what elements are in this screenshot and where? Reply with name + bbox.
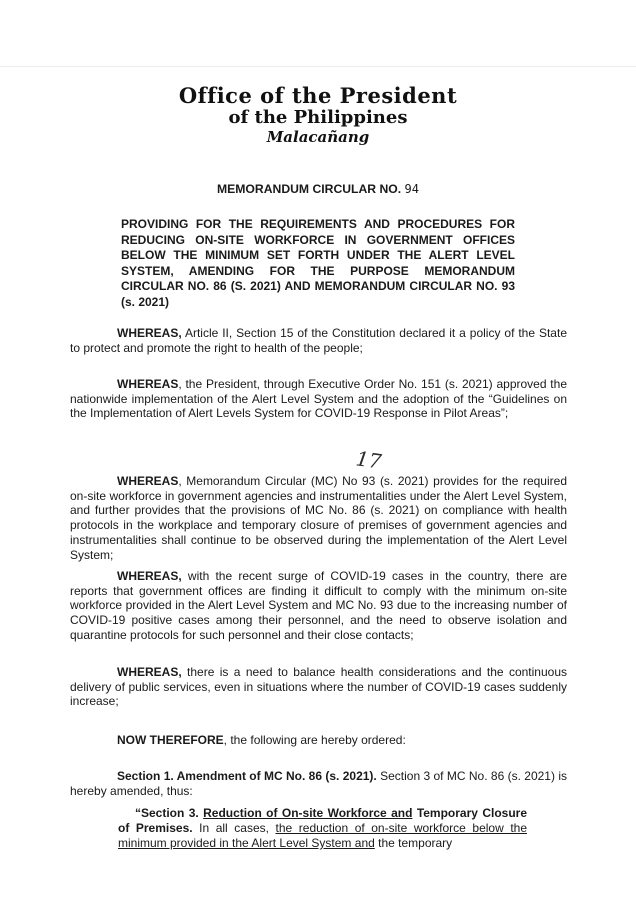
circular-title-label: MEMORANDUM CIRCULAR NO. xyxy=(217,182,402,196)
paragraph-lead: WHEREAS xyxy=(117,377,179,391)
letterhead-line-1: Office of the President xyxy=(178,83,458,108)
whereas-paragraph-1 xyxy=(70,326,567,355)
quoted-text-underlined: the reduction of on-site workforce below the minimum provided in the Alert Level System and xyxy=(118,821,528,850)
section-heading: Section 1. Amendment of MC No. 86 (s. 2021). xyxy=(117,769,377,783)
paragraph-text: Section 3 of MC No. 86 (s. 2021) is hereby amended, thus: xyxy=(70,769,567,798)
paragraph-text: with the recent surge of COVID-19 cases in the country, there are reports that government offices are finding it difficult to comply with the minimum on-site workforce provided in the Alert Level System and MC No. 93 due to the increasing number of COVID-19 positive cases among their personnel, and the need to observe isolation and quarantine protocols for such personnel and their close contacts; xyxy=(70,569,567,642)
letterhead-line-3: Malacañang xyxy=(266,128,370,146)
handwritten-mark: 17 xyxy=(354,446,383,474)
section-1-paragraph xyxy=(70,769,567,798)
quoted-section-label: “Section 3. xyxy=(135,806,199,820)
whereas-paragraph-5 xyxy=(70,665,567,709)
paragraph-text: , Memorandum Circular (MC) No 93 (s. 2021) provides for the required on-site workforce in government agencies and instrumentalities under the Alert Level System, and further provides that the provisions of MC No. 86 (s. 2021) on compliance with health protocols in the workplace and temporary closure of premises of government agencies and instrumentalities shall continue to be observed during the implementation of the Alert Level System; xyxy=(70,474,567,562)
quoted-text-rest: the temporary xyxy=(374,836,453,850)
quoted-text: In all cases, xyxy=(192,821,276,835)
paragraph-text: , the following are hereby ordered: xyxy=(223,733,406,747)
paragraph-text: Article II, Section 15 of the Constitution declared it a policy of the State to protect and promote the right to health of the people; xyxy=(70,326,567,355)
paragraph-text: there is a need to balance health considerations and the continuous delivery of public services, even in situations where the number of COVID-19 cases suddenly increase; xyxy=(70,665,567,709)
circular-subject: PROVIDING FOR THE REQUIREMENTS AND PROCEDURES FOR REDUCING ON-SITE WORKFORCE IN GOVERNMENT OFFICES BELOW THE MINIMUM SET FORTH UNDER THE ALERT LEVEL SYSTEM, AMENDING FOR THE PURPOSE MEMORANDUM CIRCULAR NO. 86 (S. 2021) AND MEMORANDUM CIRCULAR NO. 93 (s. 2021) xyxy=(121,217,515,309)
quoted-heading-underlined: Reduction of On-site Workforce and xyxy=(203,806,413,820)
circular-number: 94 xyxy=(404,182,419,196)
order-paragraph xyxy=(70,733,567,748)
paragraph-lead: WHEREAS, xyxy=(117,569,182,583)
paragraph-lead: WHEREAS, xyxy=(117,665,182,679)
paragraph-lead: NOW THEREFORE xyxy=(117,733,224,747)
circular-title xyxy=(0,182,636,196)
quoted-heading-rest: Temporary Closure of Premises. xyxy=(118,806,528,835)
whereas-paragraph-3 xyxy=(70,474,567,562)
whereas-paragraph-4 xyxy=(70,569,567,643)
letterhead-line-2: of the Philippines xyxy=(228,107,408,128)
scan-border-line xyxy=(0,66,636,67)
whereas-paragraph-2 xyxy=(70,377,567,421)
quoted-section-3 xyxy=(118,806,527,851)
letterhead xyxy=(0,84,636,146)
paragraph-text: , the President, through Executive Order No. 151 (s. 2021) approved the nationwide implementation of the Alert Level System and the adoption of the “Guidelines on the Implementation of Alert Levels System for COVID-19 Response in Pilot Areas”; xyxy=(70,377,567,421)
paragraph-lead: WHEREAS xyxy=(117,474,179,488)
paragraph-lead: WHEREAS, xyxy=(117,326,182,340)
